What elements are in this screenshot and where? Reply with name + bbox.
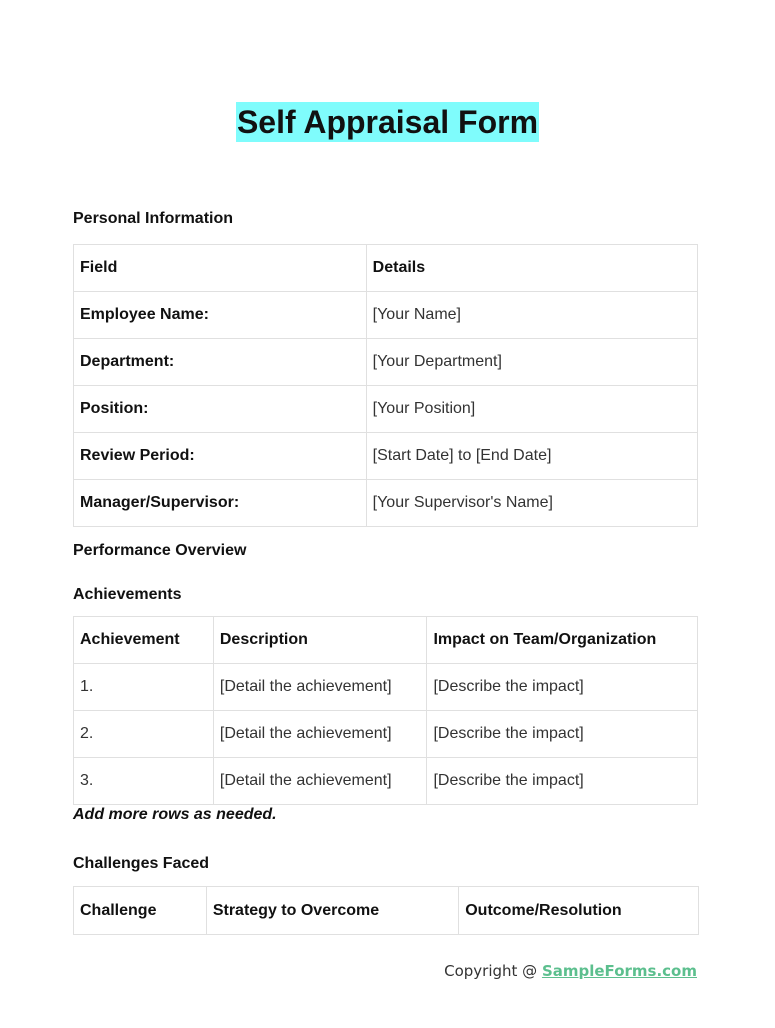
column-header-achievement: Achievement xyxy=(74,617,214,664)
table-header-row xyxy=(74,887,699,935)
field-label: Review Period: xyxy=(74,433,367,480)
table-row xyxy=(74,480,698,527)
achievement-number: 3. xyxy=(74,758,214,805)
column-header-description: Description xyxy=(213,617,427,664)
achievement-description[interactable]: [Detail the achievement] xyxy=(213,758,427,805)
table-row xyxy=(74,386,698,433)
column-header-details: Details xyxy=(366,245,697,292)
table-row xyxy=(74,433,698,480)
table-row xyxy=(74,339,698,386)
field-value[interactable]: [Start Date] to [End Date] xyxy=(366,433,697,480)
achievement-description[interactable]: [Detail the achievement] xyxy=(213,664,427,711)
field-label: Position: xyxy=(74,386,367,433)
table-row xyxy=(74,664,698,711)
section-heading-challenges: Challenges Faced xyxy=(73,855,210,872)
field-value[interactable]: [Your Name] xyxy=(366,292,697,339)
achievement-impact[interactable]: [Describe the impact] xyxy=(427,711,698,758)
personal-information-table xyxy=(73,244,698,527)
achievement-impact[interactable]: [Describe the impact] xyxy=(427,758,698,805)
copyright-text: Copyright @ xyxy=(444,962,542,980)
section-heading-achievements: Achievements xyxy=(73,586,182,603)
section-heading-performance-overview: Performance Overview xyxy=(73,542,247,559)
sampleforms-link[interactable]: SampleForms.com xyxy=(541,962,697,980)
achievement-number: 1. xyxy=(74,664,214,711)
column-header-field: Field xyxy=(74,245,367,292)
field-label: Manager/Supervisor: xyxy=(74,480,367,527)
title-container xyxy=(0,102,775,142)
table-header-row xyxy=(74,245,698,292)
table-row xyxy=(74,711,698,758)
field-label: Department: xyxy=(74,339,367,386)
table-header-row xyxy=(74,617,698,664)
achievements-table xyxy=(73,616,698,805)
column-header-challenge: Challenge xyxy=(74,887,207,935)
achievement-number: 2. xyxy=(74,711,214,758)
achievement-description[interactable]: [Detail the achievement] xyxy=(213,711,427,758)
add-rows-note: Add more rows as needed. xyxy=(73,806,277,823)
column-header-impact: Impact on Team/Organization xyxy=(427,617,698,664)
column-header-strategy: Strategy to Overcome xyxy=(206,887,458,935)
table-row xyxy=(74,758,698,805)
field-value[interactable]: [Your Department] xyxy=(366,339,697,386)
field-value[interactable]: [Your Supervisor's Name] xyxy=(366,480,697,527)
challenges-table xyxy=(73,886,699,935)
column-header-outcome: Outcome/Resolution xyxy=(459,887,699,935)
achievement-impact[interactable]: [Describe the impact] xyxy=(427,664,698,711)
copyright-footer xyxy=(444,962,697,980)
page-title: Self Appraisal Form xyxy=(236,104,539,140)
field-label: Employee Name: xyxy=(74,292,367,339)
section-heading-personal-information: Personal Information xyxy=(73,210,234,227)
table-row xyxy=(74,292,698,339)
field-value[interactable]: [Your Position] xyxy=(366,386,697,433)
